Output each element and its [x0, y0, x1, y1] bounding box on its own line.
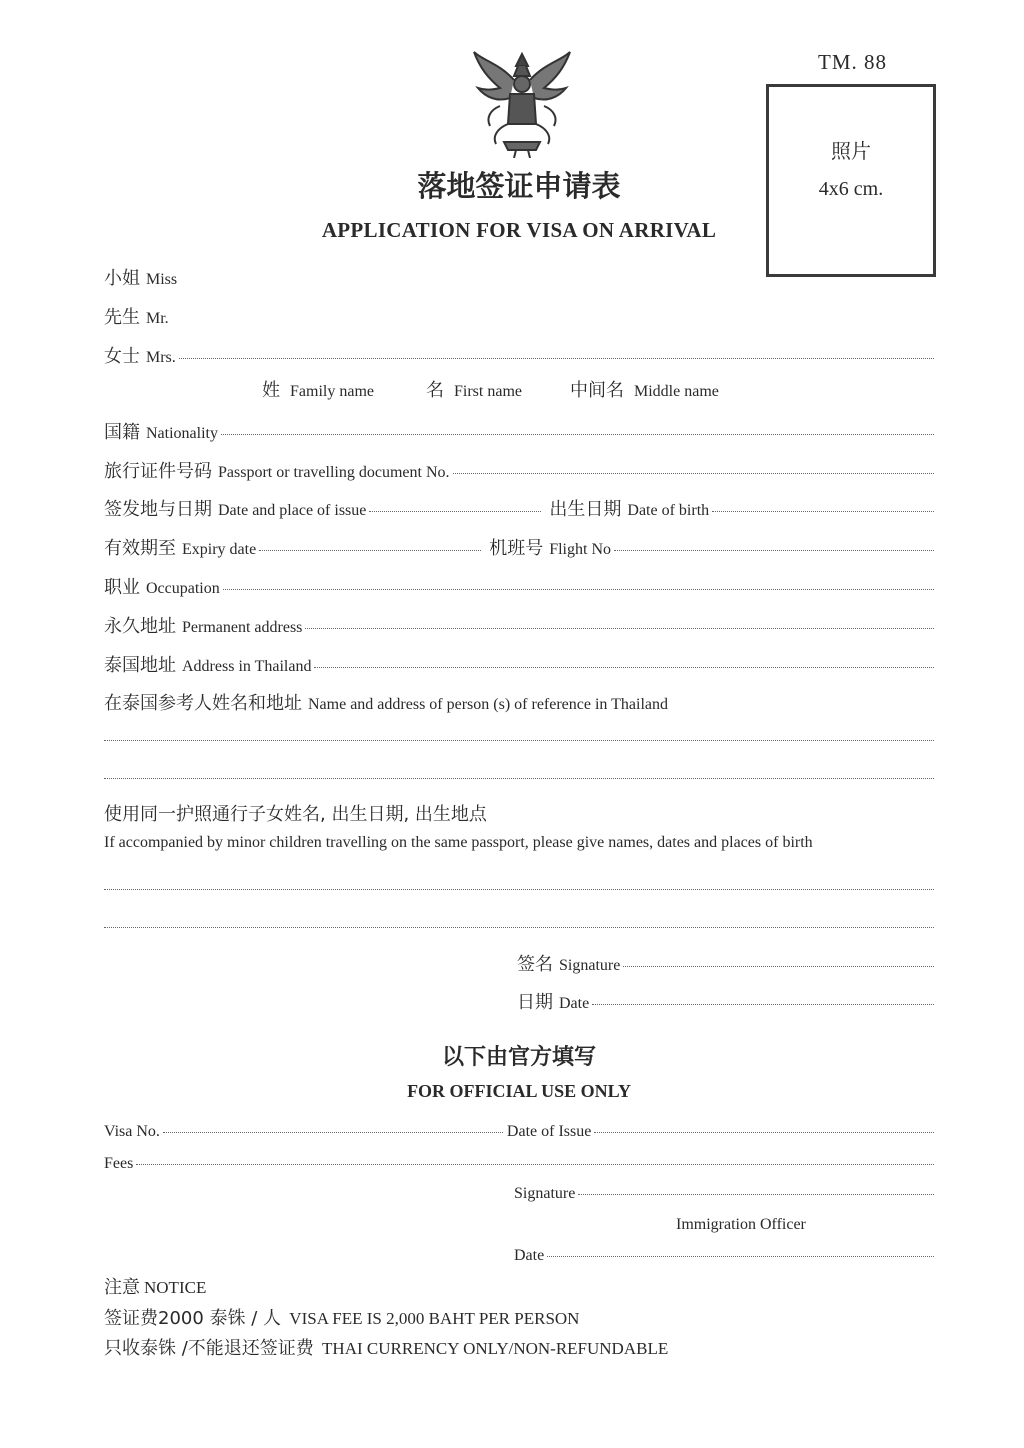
passport-row: [104, 457, 934, 483]
family-name-en: Family name: [290, 383, 374, 400]
signature-row: [517, 950, 934, 976]
mrs-en: Mrs.: [146, 349, 176, 366]
immigration-officer-label: Immigration Officer: [676, 1216, 806, 1233]
flight-field[interactable]: [614, 550, 934, 551]
occupation-cn: 职业: [104, 577, 140, 598]
official-signature-field[interactable]: [578, 1194, 934, 1195]
first-name-en: First name: [454, 383, 522, 400]
photo-label: 照片: [831, 139, 871, 163]
label-first-name: [426, 376, 522, 402]
notice-title: [104, 1273, 206, 1299]
expiry-field[interactable]: [259, 550, 481, 551]
official-title-cn: 以下由官方填写: [441, 1045, 596, 1070]
permanent-cn: 永久地址: [104, 616, 176, 637]
permanent-row: [104, 612, 934, 638]
visa-no-label: Visa No.: [104, 1123, 160, 1140]
official-title-en: FOR OFFICIAL USE ONLY: [407, 1081, 631, 1101]
reference-field-1[interactable]: [104, 740, 934, 741]
notice-line-1: [104, 1304, 579, 1330]
flight-en: Flight No: [549, 541, 611, 558]
occupation-row: [104, 573, 934, 599]
expiry-cn: 有效期至: [104, 538, 176, 559]
thai-address-field[interactable]: [314, 667, 934, 668]
passport-cn: 旅行证件号码: [104, 461, 212, 482]
signature-en: Signature: [559, 957, 621, 974]
reference-cn: 在泰国参考人姓名和地址: [104, 693, 302, 714]
form-id: TM. 88: [818, 50, 887, 74]
visa-no-field[interactable]: [163, 1132, 503, 1133]
fees-field[interactable]: [136, 1164, 934, 1165]
salutation-mr[interactable]: [104, 303, 169, 329]
nationality-en: Nationality: [146, 425, 218, 442]
date-cn: 日期: [517, 992, 553, 1013]
official-date-label: Date: [514, 1247, 545, 1264]
birth-cn: 出生日期: [549, 499, 622, 520]
passport-en: Passport or travelling document No.: [218, 464, 450, 481]
notice-title-cn: 注意: [104, 1277, 140, 1298]
visa-no-row: [104, 1123, 934, 1141]
occupation-field[interactable]: [223, 589, 934, 590]
title-cn: 落地签证申请表: [417, 169, 621, 203]
name-field[interactable]: [179, 358, 934, 359]
issue-en: Date and place of issue: [218, 502, 367, 519]
middle-name-cn: 中间名: [570, 380, 624, 401]
mr-en: Mr.: [146, 310, 169, 327]
photo-size: 4x6 cm.: [818, 178, 884, 200]
miss-en: Miss: [146, 271, 178, 288]
flight-cn: 机班号: [489, 538, 544, 559]
thai-address-en: Address in Thailand: [182, 658, 312, 675]
fees-row: [104, 1155, 934, 1173]
date-en: Date: [559, 995, 590, 1012]
label-family-name: [262, 376, 374, 402]
issue-birth-row: [104, 495, 934, 521]
occupation-en: Occupation: [146, 580, 220, 597]
nationality-row: [104, 418, 934, 444]
official-date-row: [514, 1247, 934, 1265]
signature-cn: 签名: [517, 954, 553, 975]
title-en: APPLICATION FOR VISA ON ARRIVAL: [321, 218, 717, 242]
children-field-2[interactable]: [104, 927, 934, 928]
notice-title-en: NOTICE: [144, 1278, 207, 1297]
middle-name-en: Middle name: [634, 383, 719, 400]
label-middle-name: [570, 376, 719, 402]
date-field[interactable]: [592, 1004, 934, 1005]
fees-label: Fees: [104, 1155, 134, 1172]
mr-cn: 先生: [104, 307, 140, 328]
date-of-issue-field[interactable]: [594, 1132, 934, 1133]
passport-field[interactable]: [453, 473, 934, 474]
date-of-issue-label: Date of Issue: [506, 1123, 592, 1140]
birth-field[interactable]: [712, 511, 934, 512]
issue-cn: 签发地与日期: [104, 499, 212, 520]
signature-field[interactable]: [623, 966, 934, 967]
nationality-cn: 国籍: [104, 422, 140, 443]
reference-row: [104, 689, 668, 715]
permanent-en: Permanent address: [182, 619, 303, 636]
thai-address-cn: 泰国地址: [104, 655, 176, 676]
miss-cn: 小姐: [104, 268, 140, 289]
permanent-field[interactable]: [305, 628, 934, 629]
garuda-emblem-icon: [470, 46, 574, 158]
thai-address-row: [104, 651, 934, 677]
official-date-field[interactable]: [547, 1256, 934, 1257]
notice-line2-en: THAI CURRENCY ONLY/NON-REFUNDABLE: [322, 1339, 669, 1358]
family-name-cn: 姓: [262, 380, 280, 401]
date-row: [517, 988, 934, 1014]
notice-line2-cn: 只收泰铢 /不能退还签证费: [104, 1338, 314, 1359]
first-name-cn: 名: [426, 380, 444, 401]
reference-en: Name and address of person (s) of reference in Thailand: [308, 696, 668, 713]
notice-line1-en: VISA FEE IS 2,000 BAHT PER PERSON: [289, 1309, 580, 1328]
expiry-en: Expiry date: [182, 541, 257, 558]
salutation-mrs[interactable]: [104, 342, 934, 368]
mrs-cn: 女士: [104, 346, 140, 367]
expiry-flight-row: [104, 534, 934, 560]
children-field-1[interactable]: [104, 889, 934, 890]
official-signature-label: Signature: [514, 1185, 576, 1202]
children-en: If accompanied by minor children travelling on the same passport, please give names, dates and places of birth: [104, 834, 813, 851]
children-cn: 使用同一护照通行子女姓名, 出生日期, 出生地点: [104, 804, 487, 825]
birth-en: Date of birth: [627, 502, 710, 519]
salutation-miss[interactable]: [104, 264, 177, 290]
notice-line1-cn: 签证费2000 泰铢 / 人: [104, 1308, 282, 1329]
issue-field[interactable]: [369, 511, 541, 512]
nationality-field[interactable]: [221, 434, 934, 435]
reference-field-2[interactable]: [104, 778, 934, 779]
official-signature-row: [514, 1185, 934, 1203]
notice-line-2: [104, 1334, 668, 1360]
